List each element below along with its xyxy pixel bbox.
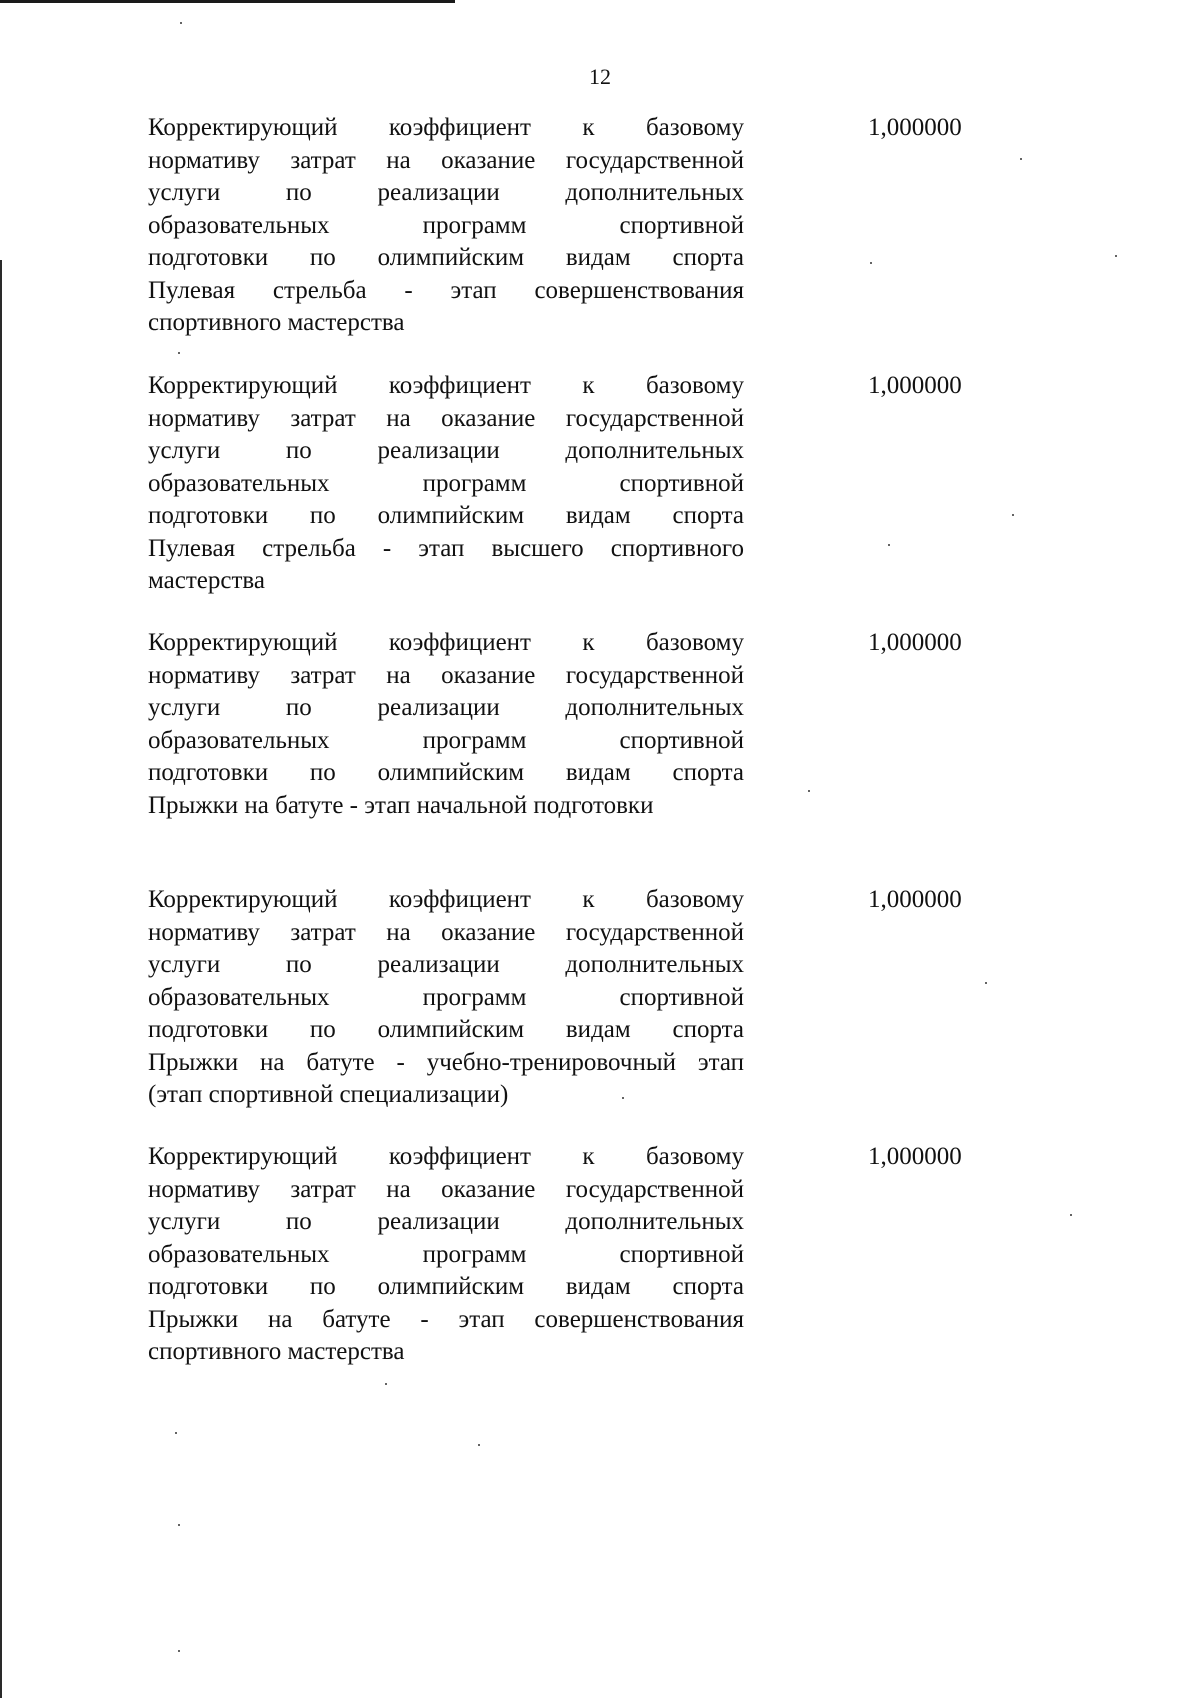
entry-description	[148, 112, 744, 340]
entry-line: Корректирующий коэффициент к базовому	[148, 114, 744, 141]
entry-description	[148, 1141, 744, 1369]
entry-line: Прыжки на батуте - этап начальной подготовки	[148, 791, 654, 819]
scan-speck	[178, 352, 180, 354]
coefficient-entry	[148, 884, 1148, 1112]
entry-line: образовательных программ спортивной	[148, 211, 744, 239]
entry-line: нормативу затрат на оказание государственной	[148, 1175, 744, 1203]
scan-edge-top	[0, 0, 455, 3]
entry-description	[148, 884, 744, 1112]
entry-line: нормативу затрат на оказание государственной	[148, 146, 744, 174]
scan-speck	[888, 544, 890, 546]
entry-line: Корректирующий коэффициент к базовому	[148, 629, 744, 656]
entry-line: подготовки по олимпийским видам спорта	[148, 502, 744, 529]
entry-line: подготовки по олимпийским видам спорта	[148, 759, 744, 786]
entry-line: образовательных программ спортивной	[148, 726, 744, 754]
entry-line: спортивного мастерства	[148, 309, 405, 336]
entry-value: 1,000000	[868, 1143, 962, 1170]
entry-line: нормативу затрат на оказание государственной	[148, 661, 744, 689]
coefficient-entry	[148, 1141, 1148, 1369]
entry-line: Прыжки на батуте - этап совершенствования	[148, 1305, 744, 1333]
entry-line: Прыжки на батуте - учебно-тренировочный этап	[148, 1048, 744, 1076]
coefficient-entry	[148, 370, 1148, 598]
coefficient-entry	[148, 112, 1148, 340]
scan-speck	[622, 1097, 624, 1099]
entry-line: Корректирующий коэффициент к базовому	[148, 1143, 744, 1170]
entry-value: 1,000000	[868, 629, 962, 656]
entry-line: образовательных программ спортивной	[148, 469, 744, 497]
entry-line: услуги по реализации дополнительных	[148, 694, 744, 721]
scan-speck	[175, 1432, 177, 1434]
entry-line: спортивного мастерства	[148, 1338, 405, 1365]
scan-speck	[1012, 514, 1014, 516]
entry-line: нормативу затрат на оказание государственной	[148, 404, 744, 432]
entry-line: образовательных программ спортивной	[148, 983, 744, 1011]
entry-line: подготовки по олимпийским видам спорта	[148, 1273, 744, 1300]
scan-speck	[985, 982, 987, 984]
scan-speck	[870, 262, 872, 264]
entry-line: образовательных программ спортивной	[148, 1240, 744, 1268]
entry-line: Корректирующий коэффициент к базовому	[148, 372, 744, 399]
scan-speck	[478, 1444, 480, 1446]
scan-edge-left	[0, 260, 2, 1698]
entry-value: 1,000000	[868, 372, 962, 399]
scan-speck	[178, 1524, 180, 1526]
entry-description	[148, 370, 744, 598]
entry-line: Корректирующий коэффициент к базовому	[148, 886, 744, 913]
scan-speck	[1115, 255, 1117, 257]
entry-line: нормативу затрат на оказание государственной	[148, 918, 744, 946]
entry-value: 1,000000	[868, 886, 962, 913]
entry-line: Пулевая стрельба - этап высшего спортивного	[148, 534, 744, 562]
scan-speck	[1070, 1214, 1072, 1216]
entry-line: (этап спортивной специализации)	[148, 1081, 509, 1108]
entry-value: 1,000000	[868, 114, 962, 141]
entry-line: услуги по реализации дополнительных	[148, 179, 744, 206]
entry-line: подготовки по олимпийским видам спорта	[148, 1016, 744, 1043]
entry-line: услуги по реализации дополнительных	[148, 951, 744, 978]
scan-speck	[180, 22, 182, 24]
scan-speck	[385, 1383, 387, 1385]
entry-description	[148, 627, 744, 822]
scan-speck	[178, 1650, 180, 1652]
entry-line: подготовки по олимпийским видам спорта	[148, 244, 744, 271]
scan-speck	[808, 790, 810, 792]
page-number: 12	[589, 64, 611, 89]
entry-line: услуги по реализации дополнительных	[148, 437, 744, 464]
entry-line: услуги по реализации дополнительных	[148, 1208, 744, 1235]
entry-line: Пулевая стрельба - этап совершенствования	[148, 276, 744, 304]
scan-speck	[1020, 158, 1022, 160]
coefficient-entry	[148, 627, 1148, 822]
entry-line: мастерства	[148, 567, 265, 594]
